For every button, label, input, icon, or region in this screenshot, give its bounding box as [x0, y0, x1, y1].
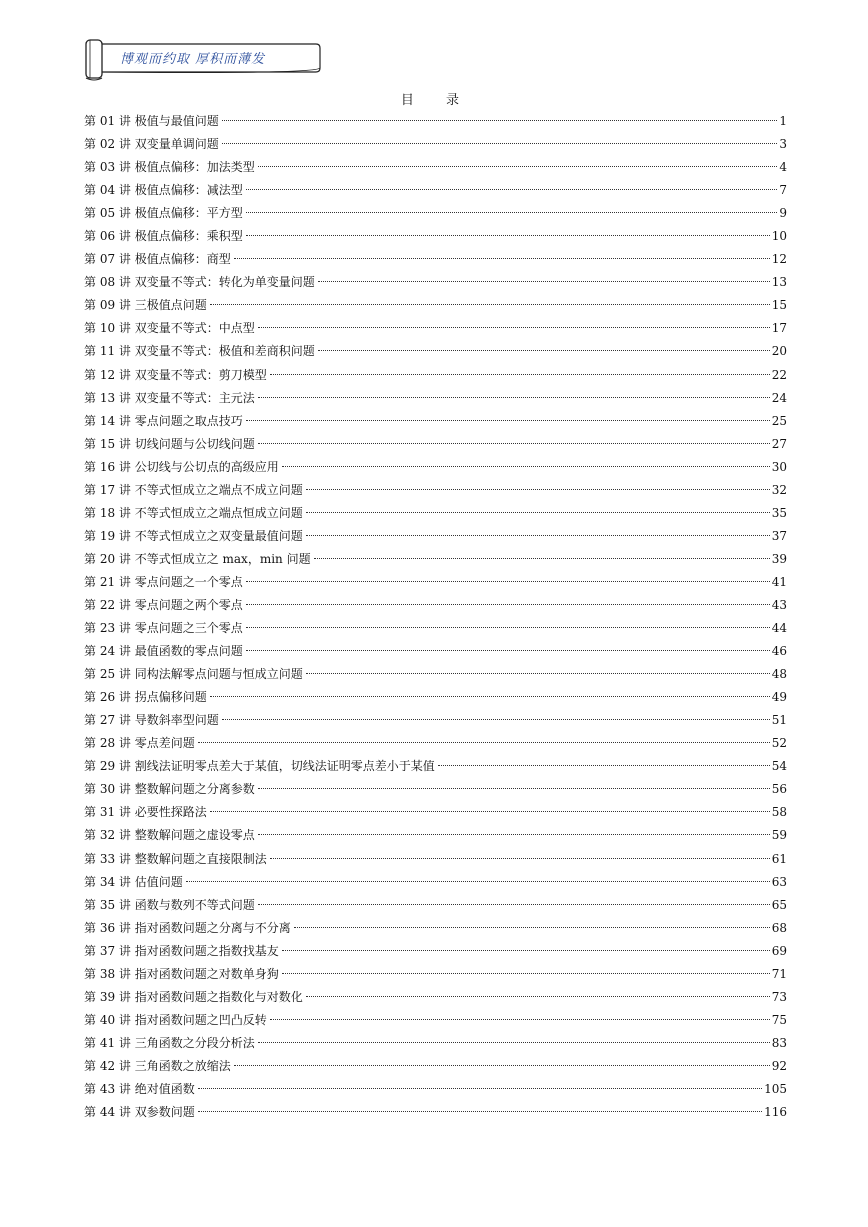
toc-entry-page-number: 49	[771, 690, 787, 705]
toc-entry-page-number: 12	[771, 252, 787, 267]
toc-entry-label: 第 11 讲 双变量不等式：极值和差商积问题	[84, 344, 315, 359]
toc-entry-label: 第 18 讲 不等式恒成立之端点恒成立问题	[84, 505, 303, 520]
toc-entry[interactable]	[84, 110, 787, 133]
toc-dot-leader	[306, 512, 770, 513]
toc-dot-leader	[306, 673, 770, 674]
toc-entry-label: 第 36 讲 指对函数问题之分离与不分离	[84, 920, 291, 935]
toc-entry-label: 第 14 讲 零点问题之取点技巧	[84, 413, 243, 428]
toc-entry[interactable]	[84, 225, 787, 248]
toc-entry-page-number: 46	[771, 644, 787, 659]
toc-entry-label: 第 25 讲 同构法解零点问题与恒成立问题	[84, 667, 303, 682]
toc-entry-page-number: 44	[771, 621, 787, 636]
toc-title: 目 录	[400, 93, 474, 108]
toc-dot-leader	[270, 858, 770, 859]
toc-dot-leader	[306, 996, 770, 997]
toc-entry-page-number: 27	[771, 436, 787, 451]
toc-entry[interactable]	[84, 1055, 787, 1078]
toc-entry[interactable]	[84, 686, 787, 709]
toc-entry-label: 第 06 讲 极值点偏移：乘积型	[84, 229, 243, 244]
toc-entry[interactable]	[84, 894, 787, 917]
toc-entry-page-number: 30	[771, 459, 787, 474]
toc-entry[interactable]	[84, 271, 787, 294]
toc-entry[interactable]	[84, 709, 787, 732]
toc-entry[interactable]	[84, 801, 787, 824]
toc-entry[interactable]	[84, 663, 787, 686]
toc-dot-leader	[270, 1019, 770, 1020]
toc-entry-label: 第 44 讲 双参数问题	[84, 1105, 195, 1120]
toc-entry-page-number: 75	[771, 1012, 787, 1027]
toc-dot-leader	[222, 143, 778, 144]
toc-entry[interactable]	[84, 433, 787, 456]
toc-entry-label: 第 07 讲 极值点偏移：商型	[84, 252, 231, 267]
toc-entry[interactable]	[84, 824, 787, 847]
toc-entry-page-number: 48	[771, 667, 787, 682]
toc-entry[interactable]	[84, 502, 787, 525]
toc-entry[interactable]	[84, 732, 787, 755]
toc-entry-label: 第 40 讲 指对函数问题之凹凸反转	[84, 1012, 267, 1027]
toc-entry[interactable]	[84, 1101, 787, 1124]
toc-entry[interactable]	[84, 640, 787, 663]
toc-entry[interactable]	[84, 479, 787, 502]
toc-entry-page-number: 15	[771, 298, 787, 313]
toc-entry[interactable]	[84, 248, 787, 271]
toc-dot-leader	[198, 1088, 762, 1089]
toc-entry-page-number: 54	[771, 759, 787, 774]
toc-entry-label: 第 09 讲 三极值点问题	[84, 298, 207, 313]
toc-entry[interactable]	[84, 548, 787, 571]
toc-entry-label: 第 08 讲 双变量不等式：转化为单变量问题	[84, 275, 315, 290]
toc-entry-page-number: 105	[764, 1081, 787, 1096]
toc-dot-leader	[258, 834, 770, 835]
toc-dot-leader	[210, 696, 770, 697]
toc-entry[interactable]	[84, 963, 787, 986]
toc-entry-page-number: 83	[771, 1035, 787, 1050]
toc-entry-label: 第 31 讲 必要性探路法	[84, 805, 207, 820]
toc-entry-page-number: 61	[771, 851, 787, 866]
toc-entry-page-number: 63	[771, 874, 787, 889]
toc-entry-page-number: 9	[779, 206, 787, 221]
toc-entry[interactable]	[84, 986, 787, 1009]
toc-dot-leader	[258, 1042, 770, 1043]
toc-entry[interactable]	[84, 410, 787, 433]
toc-entry-page-number: 1	[779, 114, 787, 128]
toc-entry-label: 第 38 讲 指对函数问题之对数单身狗	[84, 966, 279, 981]
toc-entry-label: 第 33 讲 整数解问题之直接限制法	[84, 851, 267, 866]
toc-entry[interactable]	[84, 294, 787, 317]
toc-dot-leader	[246, 189, 778, 190]
toc-entry[interactable]	[84, 871, 787, 894]
toc-dot-leader	[246, 235, 770, 236]
toc-entry[interactable]	[84, 778, 787, 801]
toc-entry-label: 第 28 讲 零点差问题	[84, 736, 195, 751]
toc-dot-leader	[246, 650, 770, 651]
toc-dot-leader	[282, 950, 770, 951]
toc-dot-leader	[318, 281, 770, 282]
toc-entry-label: 第 29 讲 割线法证明零点差大于某值，切线法证明零点差小于某值	[84, 759, 435, 774]
toc-entry-page-number: 59	[771, 828, 787, 843]
toc-entry[interactable]	[84, 848, 787, 871]
toc-dot-leader	[234, 258, 770, 259]
toc-entry-label: 第 16 讲 公切线与公切点的高级应用	[84, 459, 279, 474]
toc-dot-leader	[246, 627, 770, 628]
toc-dot-leader	[282, 466, 770, 467]
toc-dot-leader	[258, 166, 778, 167]
toc-entry-label: 第 23 讲 零点问题之三个零点	[84, 621, 243, 636]
toc-entry-label: 第 19 讲 不等式恒成立之双变量最值问题	[84, 528, 303, 543]
toc-dot-leader	[314, 558, 770, 559]
toc-entry-label: 第 24 讲 最值函数的零点问题	[84, 644, 243, 659]
toc-dot-leader	[198, 1111, 762, 1112]
toc-entry-page-number: 7	[779, 183, 787, 198]
toc-dot-leader	[258, 788, 770, 789]
toc-dot-leader	[306, 535, 770, 536]
toc-entry-label: 第 42 讲 三角函数之放缩法	[84, 1058, 231, 1073]
toc-entry-page-number: 25	[771, 413, 787, 428]
toc-entry-label: 第 20 讲 不等式恒成立之 max，min 问题	[84, 551, 311, 566]
toc-dot-leader	[306, 489, 770, 490]
toc-entry-page-number: 58	[771, 805, 787, 820]
toc-entry[interactable]	[84, 179, 787, 202]
toc-entry[interactable]	[84, 156, 787, 179]
toc-dot-leader	[282, 973, 770, 974]
toc-entry-page-number: 37	[771, 528, 787, 543]
toc-entry-label: 第 03 讲 极值点偏移：加法类型	[84, 160, 255, 175]
toc-entry-label: 第 04 讲 极值点偏移：减法型	[84, 183, 243, 198]
toc-entry[interactable]	[84, 340, 787, 363]
toc-dot-leader	[258, 443, 770, 444]
toc-list	[84, 110, 787, 1124]
toc-entry-page-number: 17	[771, 321, 787, 336]
toc-entry-label: 第 37 讲 指对函数问题之指数找基友	[84, 943, 279, 958]
toc-entry-page-number: 56	[771, 782, 787, 797]
toc-entry-page-number: 92	[771, 1058, 787, 1073]
toc-dot-leader	[234, 1065, 770, 1066]
toc-entry-page-number: 4	[779, 160, 787, 175]
toc-entry-label: 第 41 讲 三角函数之分段分析法	[84, 1035, 255, 1050]
toc-entry-page-number: 10	[771, 229, 787, 244]
toc-entry-page-number: 52	[771, 736, 787, 751]
toc-entry-page-number: 22	[771, 367, 787, 382]
toc-entry-page-number: 13	[771, 275, 787, 290]
toc-entry-page-number: 43	[771, 597, 787, 612]
toc-entry-label: 第 26 讲 拐点偏移问题	[84, 690, 207, 705]
toc-entry-page-number: 20	[771, 344, 787, 359]
toc-dot-leader	[258, 904, 770, 905]
toc-entry-label: 第 13 讲 双变量不等式：主元法	[84, 390, 255, 405]
toc-entry[interactable]	[84, 133, 787, 156]
toc-dot-leader	[210, 304, 770, 305]
toc-entry-label: 第 21 讲 零点问题之一个零点	[84, 574, 243, 589]
toc-dot-leader	[246, 420, 770, 421]
toc-dot-leader	[246, 604, 770, 605]
toc-entry-page-number: 39	[771, 551, 787, 566]
toc-dot-leader	[270, 374, 770, 375]
toc-entry[interactable]	[84, 571, 787, 594]
toc-entry[interactable]	[84, 1032, 787, 1055]
toc-dot-leader	[210, 811, 770, 812]
toc-entry-label: 第 02 讲 双变量单调问题	[84, 137, 219, 152]
toc-entry[interactable]	[84, 617, 787, 640]
toc-entry[interactable]	[84, 755, 787, 778]
toc-dot-leader	[222, 120, 778, 121]
toc-entry-page-number: 51	[771, 713, 787, 728]
toc-entry[interactable]	[84, 594, 787, 617]
toc-entry-label: 第 43 讲 绝对值函数	[84, 1081, 195, 1096]
toc-entry-page-number: 41	[771, 574, 787, 589]
toc-entry-page-number: 69	[771, 943, 787, 958]
toc-entry-label: 第 32 讲 整数解问题之虚设零点	[84, 828, 255, 843]
toc-entry-page-number: 73	[771, 989, 787, 1004]
toc-entry[interactable]	[84, 202, 787, 225]
toc-entry-page-number: 24	[771, 390, 787, 405]
toc-entry[interactable]	[84, 1078, 787, 1101]
toc-dot-leader	[246, 212, 778, 213]
toc-dot-leader	[186, 881, 770, 882]
toc-dot-leader	[318, 350, 770, 351]
toc-entry[interactable]	[84, 1009, 787, 1032]
toc-entry-page-number: 35	[771, 505, 787, 520]
toc-entry-label: 第 12 讲 双变量不等式：剪刀模型	[84, 367, 267, 382]
toc-entry[interactable]	[84, 525, 787, 548]
toc-entry[interactable]	[84, 456, 787, 479]
toc-entry-label: 第 01 讲 极值与最值问题	[84, 114, 219, 128]
toc-dot-leader	[438, 765, 770, 766]
toc-entry[interactable]	[84, 364, 787, 387]
toc-entry-label: 第 15 讲 切线问题与公切线问题	[84, 436, 255, 451]
toc-entry-label: 第 35 讲 函数与数列不等式问题	[84, 897, 255, 912]
toc-dot-leader	[198, 742, 770, 743]
toc-entry-page-number: 32	[771, 482, 787, 497]
toc-entry-label: 第 39 讲 指对函数问题之指数化与对数化	[84, 989, 303, 1004]
toc-dot-leader	[246, 581, 770, 582]
toc-entry-page-number: 65	[771, 897, 787, 912]
toc-entry-page-number: 116	[764, 1105, 787, 1120]
toc-entry-label: 第 27 讲 导数斜率型问题	[84, 713, 219, 728]
toc-entry-label: 第 34 讲 估值问题	[84, 874, 183, 889]
toc-dot-leader	[222, 719, 770, 720]
toc-entry-page-number: 71	[771, 966, 787, 981]
toc-entry-page-number: 68	[771, 920, 787, 935]
toc-entry-label: 第 30 讲 整数解问题之分离参数	[84, 782, 255, 797]
toc-entry[interactable]	[84, 940, 787, 963]
toc-dot-leader	[294, 927, 770, 928]
toc-entry[interactable]	[84, 317, 787, 340]
banner-slogan: 博观而约取 厚积而薄发	[120, 52, 266, 67]
toc-entry[interactable]	[84, 387, 787, 410]
toc-entry-label: 第 17 讲 不等式恒成立之端点不成立问题	[84, 482, 303, 497]
toc-dot-leader	[258, 327, 770, 328]
toc-entry[interactable]	[84, 917, 787, 940]
toc-entry-label: 第 10 讲 双变量不等式：中点型	[84, 321, 255, 336]
toc-entry-page-number: 3	[779, 137, 787, 152]
toc-entry-label: 第 22 讲 零点问题之两个零点	[84, 597, 243, 612]
toc-dot-leader	[258, 397, 770, 398]
header-banner	[84, 38, 320, 80]
toc-entry-label: 第 05 讲 极值点偏移：平方型	[84, 206, 243, 221]
